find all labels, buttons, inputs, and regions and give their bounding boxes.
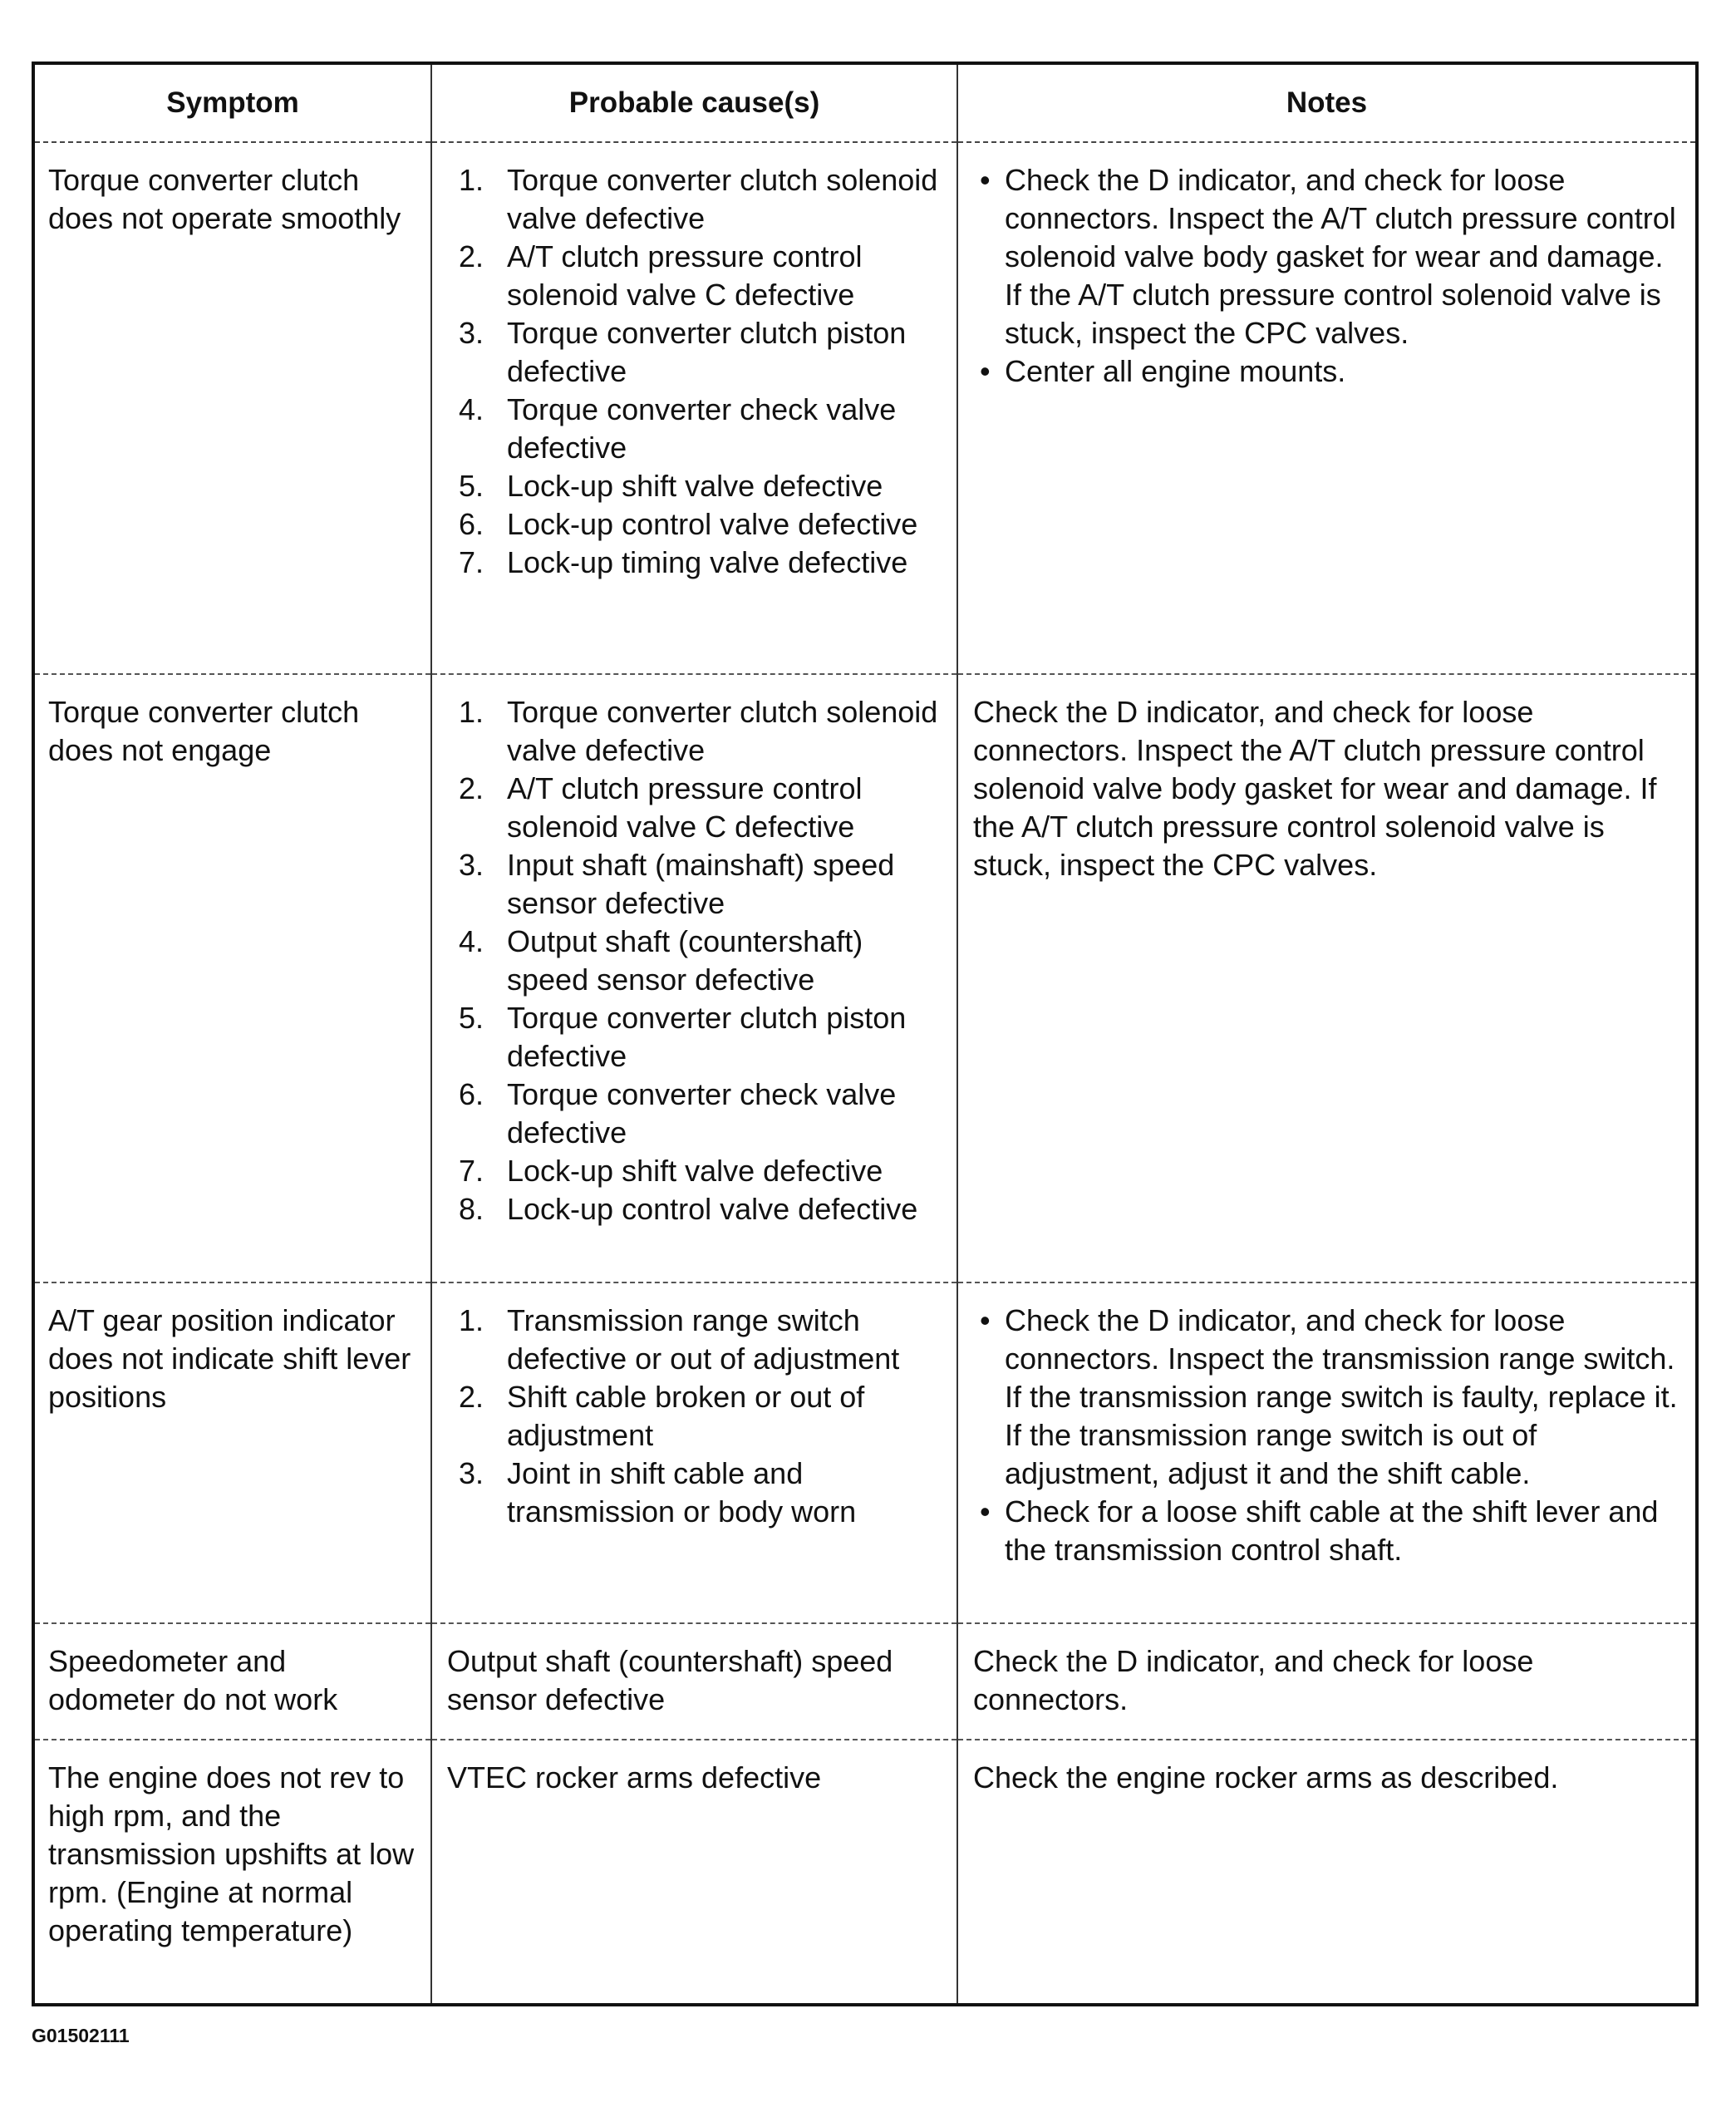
symptom-cell: Torque converter clutch does not operate smoothly	[35, 142, 431, 674]
list-item: 7. Lock-up timing valve defective	[459, 545, 908, 579]
symptom-cell: Speedometer and odometer do not work	[35, 1623, 431, 1740]
table-row	[35, 1623, 1695, 1740]
causes-cell	[431, 1282, 957, 1623]
list-item: 1. Torque converter clutch solenoid valve defective	[459, 695, 938, 767]
list-item: 5. Lock-up shift valve defective	[459, 469, 883, 503]
list-item: 6. Lock-up control valve defective	[459, 507, 918, 541]
causes-list	[447, 1302, 942, 1531]
list-item: • Check for a loose shift cable at the shift lever and the transmission control shaft.	[973, 1493, 1680, 1569]
notes-cell: Check the D indicator, and check for loose connectors. Inspect the A/T clutch pressure control solenoid valve body gasket for wear and damage. If the A/T clutch pressure control solenoid valve is stuck, inspect the CPC valves.	[957, 674, 1695, 1282]
header-row	[35, 65, 1695, 142]
list-item: 2. A/T clutch pressure control solenoid valve C defective	[459, 771, 863, 844]
list-item: 1. Torque converter clutch solenoid valve defective	[459, 163, 938, 235]
causes-list	[447, 693, 942, 1228]
causes-cell	[431, 142, 957, 674]
causes-list	[447, 161, 942, 582]
figure-code: G01502111	[32, 2025, 130, 2046]
list-item: • Check the D indicator, and check for loose connectors. Inspect the A/T clutch pressure control solenoid valve body gasket for wear and damage. If the A/T clutch pressure control solenoid valve is stuck, inspect the CPC valves.	[973, 161, 1680, 352]
troubleshooting-table	[35, 65, 1695, 2003]
table-row	[35, 1740, 1695, 2003]
list-item: 7. Lock-up shift valve defective	[459, 1154, 883, 1188]
list-item: 3. Joint in shift cable and transmission or body worn	[459, 1456, 857, 1529]
table-row	[35, 1282, 1695, 1623]
causes-cell	[431, 674, 957, 1282]
list-item: • Center all engine mounts.	[973, 352, 1680, 391]
causes-cell: VTEC rocker arms defective	[431, 1740, 957, 2003]
header-symptom: Symptom	[35, 65, 431, 142]
notes-cell: Check the D indicator, and check for loose connectors.	[957, 1623, 1695, 1740]
notes-cell	[957, 142, 1695, 674]
notes-list	[973, 1302, 1680, 1569]
list-item: 5. Torque converter clutch piston defective	[459, 1001, 907, 1073]
list-item: 4. Output shaft (countershaft) speed sensor defective	[459, 924, 863, 997]
symptom-cell: The engine does not rev to high rpm, and the transmission upshifts at low rpm. (Engine at normal operating temperature)	[48, 1760, 415, 1947]
list-item: 3. Torque converter clutch piston defective	[459, 316, 907, 388]
symptom-cell: A/T gear position indicator does not indicate shift lever positions	[35, 1282, 431, 1623]
list-item: 4. Torque converter check valve defective	[459, 392, 897, 465]
list-item: • Check the D indicator, and check for loose connectors. Inspect the transmission range switch. If the transmission range switch is faulty, replace it. If the transmission range switch is out of adjustment, adjust it and the shift cable.	[973, 1302, 1680, 1493]
list-item: 6. Torque converter check valve defective	[459, 1077, 897, 1150]
symptom-cell: Torque converter clutch does not engage	[35, 674, 431, 1282]
notes-list	[973, 161, 1680, 391]
header-probable-cause: Probable cause(s)	[431, 65, 957, 142]
troubleshooting-table-frame	[32, 62, 1699, 2006]
list-item: 2. A/T clutch pressure control solenoid valve C defective	[459, 239, 863, 312]
list-item: 3. Input shaft (mainshaft) speed sensor defective	[459, 848, 895, 920]
list-item: 1. Transmission range switch defective or out of adjustment	[459, 1303, 900, 1376]
notes-cell: Check the engine rocker arms as described.	[957, 1740, 1695, 2003]
list-item: 8. Lock-up control valve defective	[459, 1192, 918, 1226]
notes-cell	[957, 1282, 1695, 1623]
causes-cell: Output shaft (countershaft) speed sensor defective	[431, 1623, 957, 1740]
table-row	[35, 674, 1695, 1282]
list-item: 2. Shift cable broken or out of adjustment	[459, 1380, 865, 1452]
table-row	[35, 142, 1695, 674]
header-notes: Notes	[957, 65, 1695, 142]
